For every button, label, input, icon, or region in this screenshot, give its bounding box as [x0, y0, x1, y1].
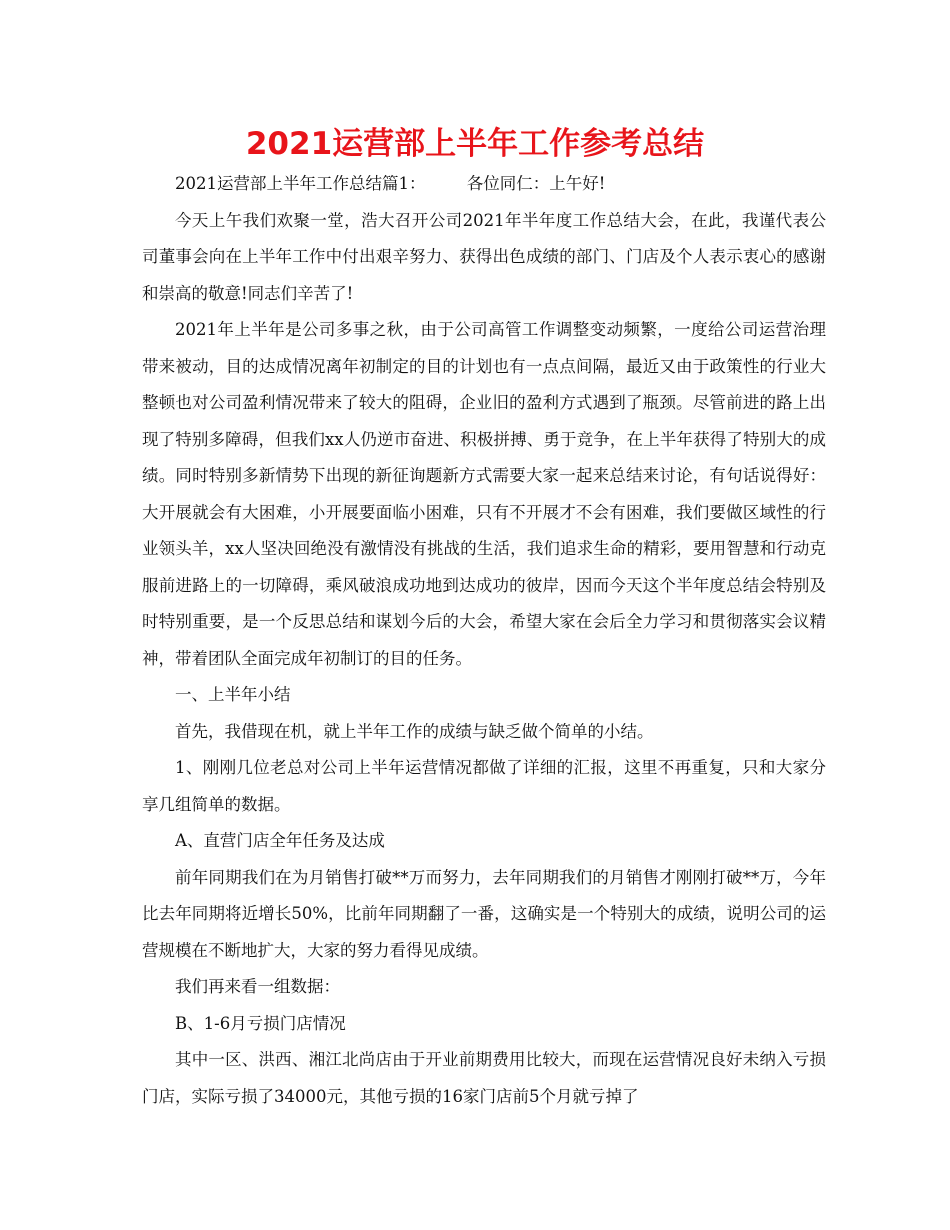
document-title: 2021运营部上半年工作参考总结 [245, 126, 705, 162]
paragraph-more-data: 我们再来看一组数据： [175, 977, 340, 996]
paragraph-greeting: 2021运营部上半年工作总结篇1： 各位同仁：上午好! [175, 174, 606, 193]
paragraph-summary-intro: 首先，我借现在机，就上半年工作的成绩与缺乏做个简单的小结。 [175, 721, 654, 741]
paragraph-point-1: 1、刚刚几位老总对公司上半年运营情况都做了详细的汇报，这里不再重复，只和大家分享几组简单的数据。 [142, 758, 826, 814]
subheading-a: A、直营门店全年任务及达成 [175, 831, 385, 850]
document-body [142, 166, 826, 1115]
paragraph-sales-growth: 前年同期我们在为月销售打破**万而努力，去年同期我们的月销售才刚刚打破**万，今年比去年同期将近增长50%，比前年同期翻了一番，这确实是一个特别大的成绩，说明公司的运营规模在不断地扩大，大家的努力看得见成绩。 [142, 867, 826, 960]
paragraph-overview: 2021年上半年是公司多事之秋，由于公司高管工作调整变动频繁，一度给公司运营治理带来被动，目的达成情况离年初制定的目的计划也有一点点间隔，最近又由于政策性的行业大整顿也对公司盈利情况带来了较大的阻碍，企业旧的盈利方式遇到了瓶颈。尽管前进的路上出现了特别多障碍，但我们xx人仍逆市奋进、积极拼搏、勇于竞争，在上半年获得了特别大的成绩。同时特别多新情势下出现的新征询题新方式需要大家一起来总结来讨论，有句话说得好：大开展就会有大困难，小开展要面临小困难，只有不开展才不会有困难，我们要做区域性的行业领头羊，xx人坚决回绝没有激情没有挑战的生活，我们追求生命的精彩，要用智慧和行动克服前进路上的一切障碍，乘风破浪成功地到达成功的彼岸，因而今天这个半年度总结会特别及时特别重要，是一个反思总结和谋划今后的大会，希望大家在会后全力学习和贯彻落实会议精神，带着团队全面完成年初制订的目的任务。 [142, 320, 826, 668]
paragraph-loss-stores: 其中一区、洪西、湘江北尚店由于开业前期费用比较大，而现在运营情况良好未纳入亏损门店，实际亏损了34000元，其他亏损的16家门店前5个月就亏掉了 [142, 1050, 826, 1106]
section-heading-half-year-summary: 一、上半年小结 [175, 685, 291, 704]
subheading-b: B、1-6月亏损门店情况 [175, 1013, 346, 1033]
paragraph-opening: 今天上午我们欢聚一堂，浩大召开公司2021年半年度工作总结大会，在此，我谨代表公司董事会向在上半年工作中付出艰辛努力、获得出色成绩的部门、门店及个人表示衷心的感谢和崇高的敬意!同志们辛苦了! [142, 210, 826, 303]
